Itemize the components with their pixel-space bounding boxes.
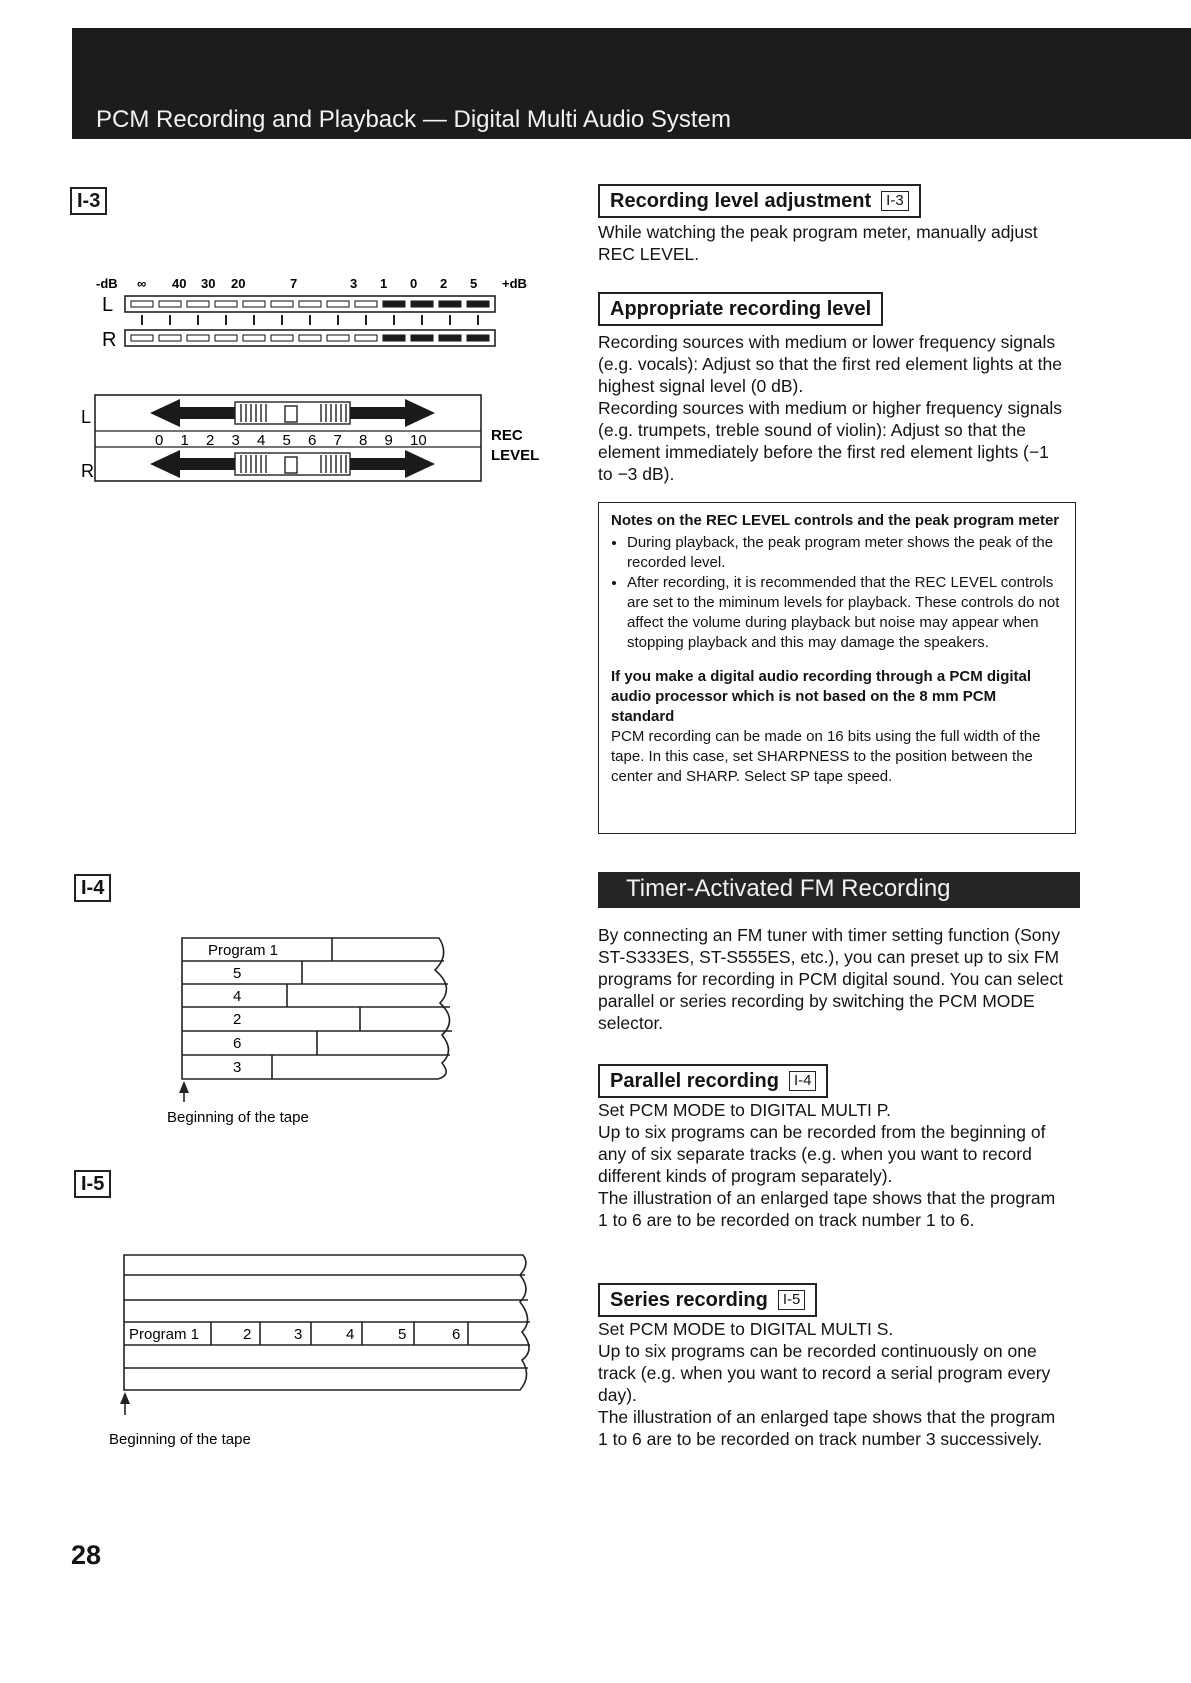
heading-appropriate-level [598,292,883,326]
heading-series-recording [598,1283,817,1317]
meter-segment [215,301,237,307]
knob-scale-number: 9 [384,432,393,449]
series-tape-figure [100,1250,540,1450]
db-scale-label: 0 [410,276,418,291]
page-number: 28 [71,1540,102,1570]
notes-title: Notes on the REC LEVEL controls and the peak program meter [611,512,1060,529]
knob-channel-l: L [81,407,92,427]
heading-text: Parallel recording [610,1070,779,1092]
track-label: 3 [233,1059,242,1076]
paragraph: While watching the peak program meter, manually adjust REC LEVEL. [598,222,1038,264]
meter-segment [327,301,349,307]
paragraph: Set PCM MODE to DIGITAL MULTI P. [598,1100,892,1120]
paragraph: Set PCM MODE to DIGITAL MULTI S. [598,1319,894,1339]
figure-ref: I-4 [789,1071,817,1091]
section-banner-timer [598,872,1080,908]
program-label: Program 1 [129,1326,200,1343]
knob-scale-number: 3 [231,432,240,449]
meter-ticks [142,315,478,325]
paragraph: Recording sources with medium or lower frequency signals (e.g. vocals): Adjust so that the first red element lights at the highest signal level (0 dB). [598,332,1062,396]
knob-scale-number: 4 [257,432,266,449]
meter-segment [243,301,265,307]
paragraph: Recording sources with medium or higher frequency signals (e.g. trumpets, treble sound of violin): Adjust so that the element immediately before the first red element lights (−1 to −3 dB). [598,398,1062,484]
rec-level-knob-r [150,450,435,478]
paragraph: Up to six programs can be recorded from the beginning of any of six separate tracks (e.g. when you want to record different kinds of program separately). [598,1122,1046,1186]
program-label: 2 [243,1326,252,1343]
meter-segment [327,335,349,341]
meter-segment [411,335,433,341]
parallel-text [598,1099,1068,1231]
paragraph: The illustration of an enlarged tape shows that the program 1 to 6 are to be recorded on track number 1 to 6. [598,1188,1056,1230]
meter-segment [411,301,433,307]
program-label: 5 [398,1326,407,1343]
meter-segment [383,301,405,307]
meter-segment [187,335,209,341]
rec-level-text [598,221,1068,265]
track-label: 4 [233,988,242,1005]
notes-bullet: • During playback, the peak program meter shows the peak of the recorded level. [627,533,1063,573]
meter-segment [467,335,489,341]
db-scale-label: 5 [470,276,478,291]
track-label: Program 1 [208,942,279,959]
banner-title: Timer-Activated FM Recording [626,875,951,902]
paragraph: Up to six programs can be recorded continuously on one track (e.g. when you want to record a serial program every day). [598,1341,1051,1405]
meter-segment [355,301,377,307]
figure-ref: I-3 [881,191,909,211]
page-title: PCM Recording and Playback — Digital Multi Audio System [96,106,731,133]
heading-text: Appropriate recording level [610,298,872,320]
meter-segment [299,335,321,341]
db-scale-label: 20 [231,276,246,291]
program-label: 6 [452,1326,461,1343]
notes-list [611,533,1063,653]
parallel-tape-figure [150,935,460,1135]
notes-bullet: • After recording, it is recommended that the REC LEVEL controls are set to the miminum levels for playback. These controls do not affect the volume during playback but noise may appear when stopping playback and this may damage the speakers. [627,573,1063,653]
figure-label-i3: I-3 [70,187,107,215]
tape-beginning-caption: Beginning of the tape [109,1431,251,1448]
knob-scale-number: 8 [359,432,368,449]
knob-scale-number: 10 [410,432,427,449]
meter-segment [439,335,461,341]
figure-label-i4: I-4 [74,874,111,902]
program-label: 3 [294,1326,303,1343]
paragraph: The illustration of an enlarged tape shows that the program 1 to 6 are to be recorded on track number 3 successively. [598,1407,1056,1449]
meter-segment [383,335,405,341]
figure-label-i5: I-5 [74,1170,111,1198]
knob-scale-number: 6 [308,432,317,449]
db-scale-label: 3 [350,276,358,291]
tape-beginning-caption: Beginning of the tape [167,1109,309,1126]
meter-segment [467,301,489,307]
db-scale-label: 2 [440,276,448,291]
notes-box [598,502,1076,834]
knob-scale-number: 0 [155,432,164,449]
db-scale-label: -dB [96,276,118,291]
figure-ref: I-5 [778,1290,806,1310]
track-label: 5 [233,965,242,982]
meter-segment [355,335,377,341]
meter-channel-l: L [102,294,114,316]
meter-segment [271,301,293,307]
heading-text: Series recording [610,1289,768,1311]
meter-segments-l [131,301,489,307]
track-label: 6 [233,1035,242,1052]
appropriate-level-text [598,331,1068,485]
knob-scale-number: 7 [333,432,342,449]
notes-subtitle: If you make a digital audio recording through a PCM digital audio processor which is not based on the 8 mm PCM standard [611,668,1032,725]
meter-segment [187,301,209,307]
meter-segment [131,301,153,307]
rec-level-label: LEVEL [491,447,540,464]
timer-text [598,924,1068,1034]
meter-segment [271,335,293,341]
meter-segment [299,301,321,307]
knob-scale-number: 2 [206,432,215,449]
notes-subtext: PCM recording can be made on 16 bits using the full width of the tape. In this case, set SHARPNESS to the position between the center and SHARP. Select SP tape speed. [611,728,1041,785]
heading-text: Recording level adjustment [610,190,872,212]
program-label: 4 [346,1326,355,1343]
paragraph: By connecting an FM tuner with timer setting function (Sony ST-S333ES, ST-S555ES, etc.), you can preset up to six FM programs for recording in PCM digital sound. You can select parallel or series recording by switching the PCM MODE selector. [598,925,1063,1033]
level-meter-figure [81,268,555,488]
meter-segment [159,301,181,307]
meter-channel-r: R [102,329,117,351]
meter-segment [131,335,153,341]
db-scale-label: +dB [502,276,527,291]
knob-channel-r: R [81,461,94,481]
meter-segments-r [131,335,489,341]
rec-level-label: REC [491,427,523,444]
db-scale-label: 30 [201,276,216,291]
meter-segment [215,335,237,341]
db-scale-label: 7 [290,276,298,291]
meter-segment [243,335,265,341]
rec-level-knob-l [150,399,435,427]
db-scale-label: 40 [172,276,187,291]
heading-parallel-recording [598,1064,828,1098]
track-label: 2 [233,1011,242,1028]
header-banner [72,28,1191,139]
series-text [598,1318,1068,1450]
knob-scale-number: 5 [282,432,291,449]
heading-rec-level-adjustment [598,184,921,218]
db-scale-label: ∞ [137,276,147,291]
knob-scale-number: 1 [180,432,189,449]
db-scale-label: 1 [380,276,388,291]
meter-segment [159,335,181,341]
meter-segment [439,301,461,307]
